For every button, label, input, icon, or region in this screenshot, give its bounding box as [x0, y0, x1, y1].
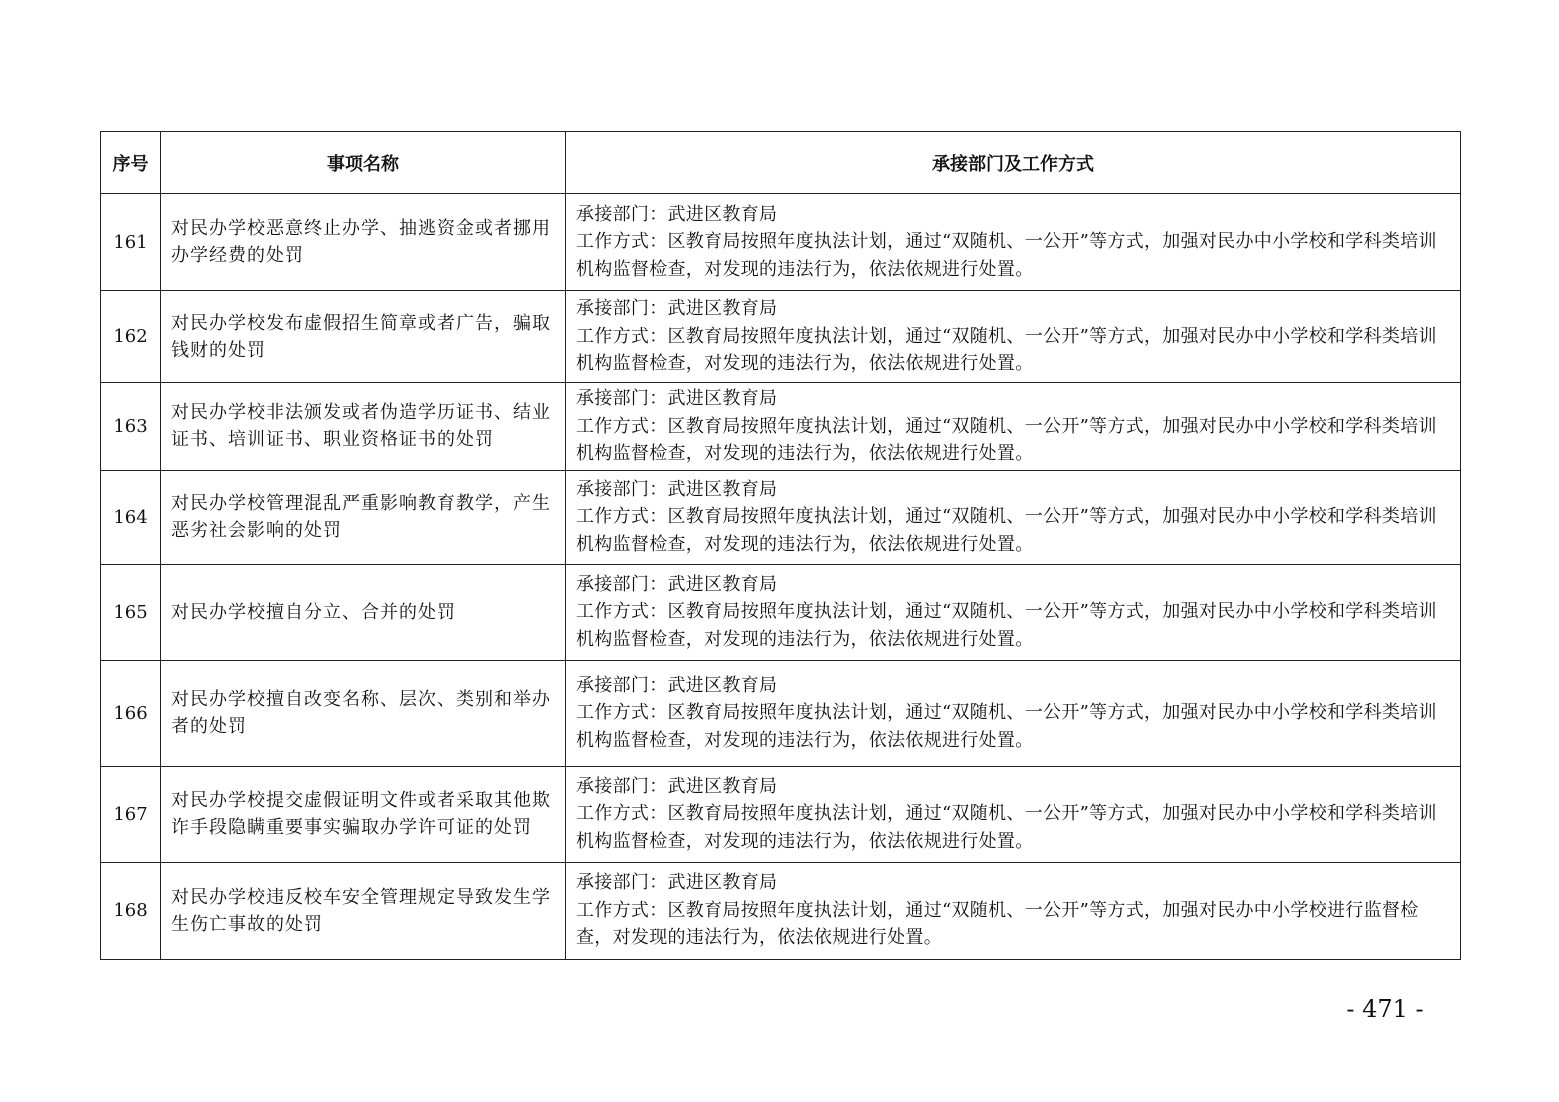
table-row [101, 470, 1461, 564]
items-table [100, 131, 1461, 960]
table-row [101, 291, 1461, 383]
row-item-name: 对民办学校管理混乱严重影响教育教学，产生恶劣社会影响的处罚 [161, 470, 566, 564]
row-department-cell [566, 194, 1461, 291]
row-department: 承接部门：武进区教育局 [576, 388, 778, 409]
header-name: 事项名称 [161, 132, 566, 194]
row-number: 164 [101, 470, 161, 564]
row-work-method: 工作方式：区教育局按照年度执法计划，通过“双随机、一公开”等方式，加强对民办中小学校和学科类培训机构监督检查，对发现的违法行为，依法依规进行处置。 [576, 803, 1437, 852]
page-number: - 471 - [1346, 995, 1424, 1023]
header-number: 序号 [101, 132, 161, 194]
row-work-method: 工作方式：区教育局按照年度执法计划，通过“双随机、一公开”等方式，加强对民办中小学校进行监督检查，对发现的违法行为，依法依规进行处置。 [576, 899, 1419, 949]
table-row [101, 383, 1461, 471]
row-item-name: 对民办学校非法颁发或者伪造学历证书、结业证书、培训证书、职业资格证书的处罚 [161, 383, 566, 471]
row-department-cell [566, 383, 1461, 471]
row-department: 承接部门：武进区教育局 [576, 674, 778, 696]
row-work-method: 工作方式：区教育局按照年度执法计划，通过“双随机、一公开”等方式，加强对民办中小学校和学科类培训机构监督检查，对发现的违法行为，依法依规进行处置。 [576, 231, 1437, 280]
row-department: 承接部门：武进区教育局 [576, 478, 778, 500]
row-department-cell [566, 470, 1461, 564]
row-department-cell [566, 660, 1461, 766]
row-department: 承接部门：武进区教育局 [576, 872, 778, 894]
row-item-name: 对民办学校违反校车安全管理规定导致发生学生伤亡事故的处罚 [161, 862, 566, 959]
row-work-method: 工作方式：区教育局按照年度执法计划，通过“双随机、一公开”等方式，加强对民办中小学校和学科类培训机构监督检查，对发现的违法行为，依法依规进行处置。 [576, 702, 1437, 751]
row-department: 承接部门：武进区教育局 [576, 298, 778, 320]
row-item-name: 对民办学校擅自分立、合并的处罚 [161, 564, 566, 660]
table-row [101, 660, 1461, 766]
row-department-cell [566, 862, 1461, 959]
row-item-name: 对民办学校恶意终止办学、抽逃资金或者挪用办学经费的处罚 [161, 194, 566, 291]
row-number: 163 [101, 383, 161, 471]
row-department-cell [566, 291, 1461, 383]
table-row [101, 862, 1461, 959]
row-item-name: 对民办学校擅自改变名称、层次、类别和举办者的处罚 [161, 660, 566, 766]
row-work-method: 工作方式：区教育局按照年度执法计划，通过“双随机、一公开”等方式，加强对民办中小学校和学科类培训机构监督检查，对发现的违法行为，依法依规进行处置。 [576, 601, 1437, 650]
row-number: 168 [101, 862, 161, 959]
row-work-method: 工作方式：区教育局按照年度执法计划，通过“双随机、一公开”等方式，加强对民办中小学校和学科类培训机构监督检查，对发现的违法行为，依法依规进行处置。 [576, 325, 1437, 375]
row-work-method: 工作方式：区教育局按照年度执法计划，通过“双随机、一公开”等方式，加强对民办中小学校和学科类培训机构监督检查，对发现的违法行为，依法依规进行处置。 [576, 415, 1437, 464]
row-item-name: 对民办学校提交虚假证明文件或者采取其他欺诈手段隐瞒重要事实骗取办学许可证的处罚 [161, 766, 566, 862]
row-department-cell [566, 564, 1461, 660]
row-number: 161 [101, 194, 161, 291]
row-number: 167 [101, 766, 161, 862]
header-department: 承接部门及工作方式 [566, 132, 1461, 194]
row-number: 166 [101, 660, 161, 766]
row-department: 承接部门：武进区教育局 [576, 573, 778, 595]
row-number: 165 [101, 564, 161, 660]
row-item-name: 对民办学校发布虚假招生简章或者广告，骗取钱财的处罚 [161, 291, 566, 383]
table-row [101, 194, 1461, 291]
table-header-row [101, 132, 1461, 194]
row-department: 承接部门：武进区教育局 [576, 775, 778, 797]
table-row [101, 766, 1461, 862]
row-work-method: 工作方式：区教育局按照年度执法计划，通过“双随机、一公开”等方式，加强对民办中小学校和学科类培训机构监督检查，对发现的违法行为，依法依规进行处置。 [576, 506, 1437, 555]
row-number: 162 [101, 291, 161, 383]
row-department: 承接部门：武进区教育局 [576, 203, 778, 225]
row-department-cell [566, 766, 1461, 862]
table-row [101, 564, 1461, 660]
